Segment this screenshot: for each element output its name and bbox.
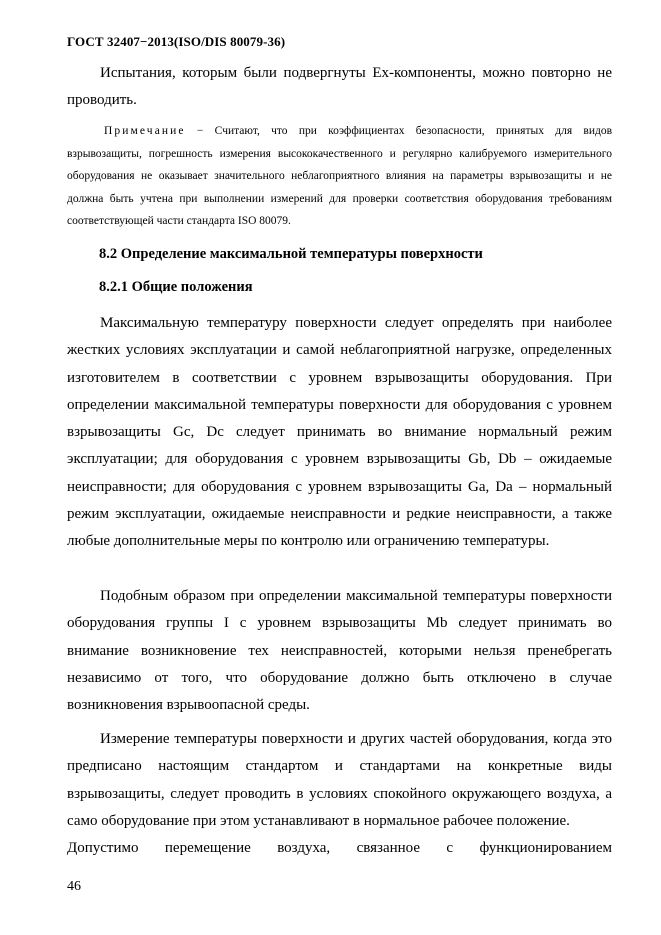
subsection-heading: 8.2.1 Общие положения — [99, 279, 253, 295]
note-dash: − — [196, 125, 204, 137]
paragraph-3-continuation — [67, 835, 612, 862]
paragraph-3: Измерение температуры поверхности и других частей оборудования, когда это предписано настоящим стандартом и стандартами на конкретные виды взрывозащиты, следует проводить в условиях спокойного окружающего воздуха, а само оборудование при этом устанавливают в нормальное рабочее положение. — [67, 731, 612, 829]
word: связанное — [356, 840, 420, 856]
word: перемещение — [164, 840, 251, 856]
section-heading: 8.2 Определение максимальной температуры поверхности — [99, 246, 483, 262]
word: функционированием — [479, 840, 612, 856]
note-label: Примечание — [104, 125, 186, 137]
word: Допустимо — [67, 840, 139, 856]
intro-paragraph: Испытания, которым были подвергнуты Ex-компоненты, можно повторно не проводить. — [67, 65, 612, 109]
note-text: Считают, что при коэффициентах безопасности, принятых для видов взрывозащиты, погрешность измерения высококачественного и регулярно калибруемого измерительного оборудования не оказывает значительного неблагоприятного влияния на параметры взрывозащиты и не должна быть учтена при выполнении измерений для проверки соответствия оборудования требованиям соответствующей части стандарта ISO 80079. — [67, 125, 613, 227]
page-number: 46 — [67, 879, 81, 894]
word: с — [446, 840, 454, 856]
document-header: ГОСТ 32407−2013(ISO/DIS 80079-36) — [67, 34, 286, 49]
paragraph-1: Максимальную температуру поверхности следует определять при наиболее жестких условиях эксплуатации и самой неблагоприятной нагрузке, определенных изготовителем в соответствии с уровнем взрывозащиты оборудования. При определении максимальной температуры поверхности для оборудования с уровнем взрывозащиты Gc, Dc следует принимать во внимание нормальный режим эксплуатации; для оборудования с уровнем взрывозащиты Gb, Db – ожидаемые неисправности; для оборудования с уровнем взрывозащиты Ga, Da – нормальный режим эксплуатации, ожидаемые неисправности и редкие неисправности, а также любые дополнительные меры по контролю или ограничению температуры. — [67, 315, 612, 550]
paragraph-2: Подобным образом при определении максимальной температуры поверхности оборудования группы I с уровнем взрывозащиты Mb следует принимать во внимание возникновение тех неисправностей, которыми нельзя пренебрегать независимо от того, что оборудование должно быть отключено в случае возникновения взрывоопасной среды. — [67, 588, 612, 714]
word: воздуха, — [277, 840, 331, 856]
note-block — [67, 120, 612, 233]
